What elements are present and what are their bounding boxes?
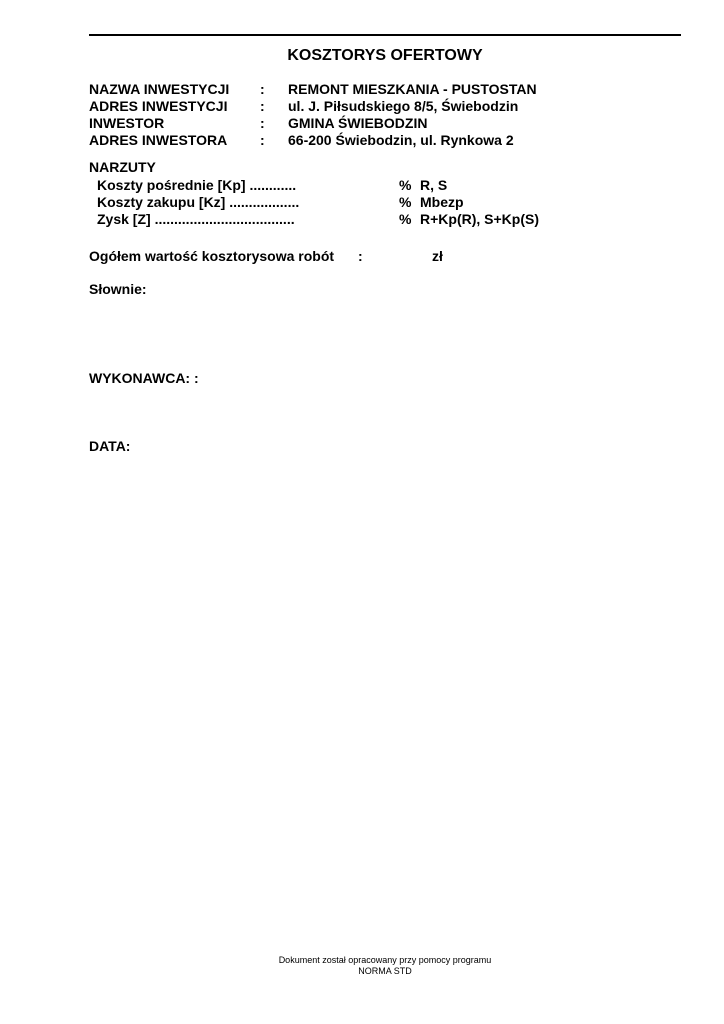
markup-percent: % <box>399 211 412 227</box>
markup-percent: % <box>399 177 412 193</box>
markup-label: Zysk [Z] .................................... <box>97 211 295 227</box>
info-label: ADRES INWESTYCJI <box>89 98 228 114</box>
markup-basis: Mbezp <box>420 194 464 210</box>
total-unit: zł <box>432 248 443 264</box>
footer-line-2: NORMA STD <box>358 966 412 976</box>
info-value: GMINA ŚWIEBODZIN <box>288 115 428 131</box>
markup-label: Koszty pośrednie [Kp] ............ <box>97 177 297 193</box>
top-rule <box>89 34 681 36</box>
total-colon: : <box>358 248 363 264</box>
info-label: INWESTOR <box>89 115 165 131</box>
markup-basis: R+Kp(R), S+Kp(S) <box>420 211 539 227</box>
total-label: Ogółem wartość kosztorysowa robót <box>89 248 335 264</box>
footer-note <box>89 955 681 977</box>
date-label: DATA: <box>89 438 131 454</box>
info-colon: : <box>260 98 265 114</box>
info-value: REMONT MIESZKANIA - PUSTOSTAN <box>288 81 537 97</box>
info-value: ul. J. Piłsudskiego 8/5, Świebodzin <box>288 98 519 114</box>
footer-line-1: Dokument został opracowany przy pomocy programu <box>278 955 492 965</box>
markups-heading: NARZUTY <box>89 159 156 175</box>
document-title: KOSZTORYS OFERTOWY <box>287 47 483 64</box>
info-colon: : <box>260 115 265 131</box>
markup-basis: R, S <box>420 177 448 193</box>
markup-percent: % <box>399 194 412 210</box>
info-value: 66-200 Świebodzin, ul. Rynkowa 2 <box>288 132 514 148</box>
info-label: NAZWA INWESTYCJI <box>89 81 230 97</box>
in-words-label: Słownie: <box>89 281 147 297</box>
markup-label: Koszty zakupu [Kz] .................. <box>97 194 300 210</box>
info-colon: : <box>260 132 265 148</box>
contractor-label: WYKONAWCA: : <box>89 370 199 386</box>
info-colon: : <box>260 81 265 97</box>
info-label: ADRES INWESTORA <box>89 132 228 148</box>
